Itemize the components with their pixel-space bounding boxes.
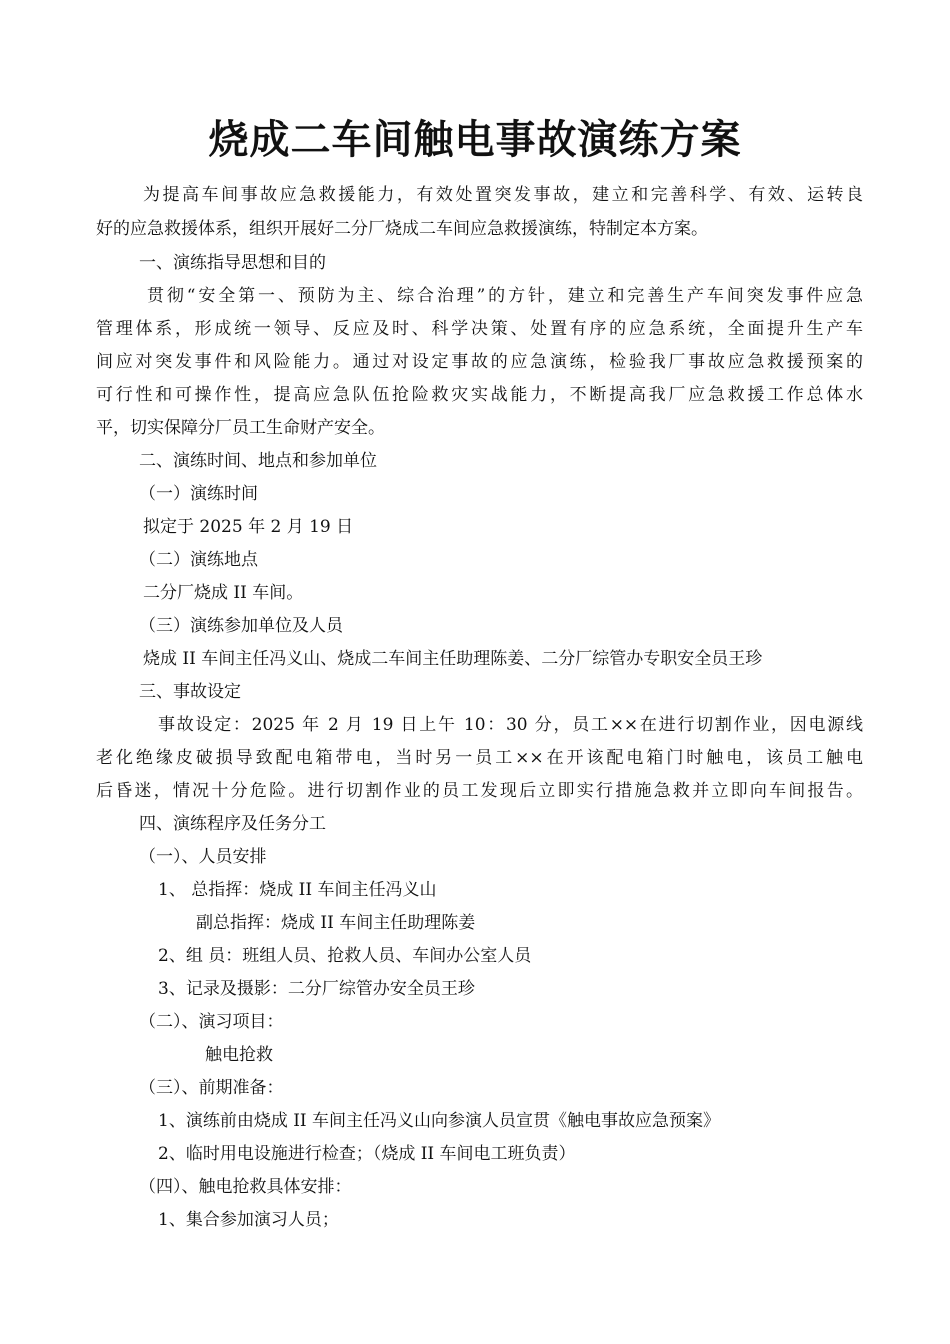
paragraph-line: 可行性和可操作性，提高应急队伍抢险救灾实战能力，不断提高我厂应急救援工作总体水	[96, 385, 863, 405]
paragraph-line: 拟定于 2025 年 2 月 19 日	[143, 517, 354, 537]
paragraph-line: 二分厂烧成 II 车间。	[143, 583, 304, 603]
subsection-heading: （一）、人员安排	[139, 847, 267, 867]
section-heading: 四、演练程序及任务分工	[139, 814, 326, 834]
list-item: 1、演练前由烧成 II 车间主任冯义山向参演人员宣贯《触电事故应急预案》	[158, 1111, 721, 1131]
paragraph-line: 烧成 II 车间主任冯义山、烧成二车间主任助理陈姜、二分厂综管办专职安全员王珍	[143, 649, 763, 669]
subsection-heading: （三）、前期准备：	[139, 1078, 284, 1098]
paragraph-line: 管理体系，形成统一领导、反应及时、科学决策、处置有序的应急系统，全面提升生产车	[96, 319, 863, 339]
paragraph-line: 老化绝缘皮破损导致配电箱带电，当时另一员工××在开该配电箱门时触电，该员工触电	[96, 748, 863, 768]
paragraph-line: 后昏迷，情况十分危险。进行切割作业的员工发现后立即实行措施急救并立即向车间报告。	[96, 781, 863, 801]
list-item: 副总指挥：烧成 II 车间主任助理陈姜	[196, 913, 476, 933]
paragraph-line: 平，切实保障分厂员工生命财产安全。	[96, 418, 385, 438]
paragraph-line: 间应对突发事件和风险能力。通过对设定事故的应急演练，检验我厂事故应急救援预案的	[96, 352, 863, 372]
paragraph-line: 为提高车间事故应急救援能力，有效处置突发事故，建立和完善科学、有效、运转良	[143, 185, 863, 205]
list-item: 2、临时用电设施进行检查；（烧成 II 车间电工班负责）	[158, 1144, 576, 1164]
paragraph-line: 贯彻“安全第一、预防为主、综合治理”的方针，建立和完善生产车间突发事件应急	[147, 286, 863, 306]
subsection-heading: （二）演练地点	[139, 550, 258, 570]
section-heading: 二、演练时间、地点和参加单位	[139, 451, 377, 471]
list-item: 1、集合参加演习人员；	[158, 1210, 339, 1230]
list-item: 触电抢救	[205, 1045, 273, 1065]
paragraph-line: 好的应急救援体系，组织开展好二分厂烧成二车间应急救援演练，特制定本方案。	[96, 219, 708, 239]
subsection-heading: （二）、演习项目：	[139, 1012, 284, 1032]
subsection-heading: （四）、触电抢救具体安排：	[139, 1177, 352, 1197]
section-heading: 三、事故设定	[139, 682, 241, 702]
list-item: 3、记录及摄影：二分厂综管办安全员王珍	[158, 979, 475, 999]
document-title: 烧成二车间触电事故演练方案	[208, 117, 742, 163]
paragraph-line: 事故设定：2025 年 2 月 19 日上午 10：30 分，员工××在进行切割作业，因电源线	[158, 715, 863, 735]
subsection-heading: （三）演练参加单位及人员	[139, 616, 343, 636]
section-heading: 一、演练指导思想和目的	[139, 253, 326, 273]
list-item: 1、 总指挥：烧成 II 车间主任冯义山	[158, 880, 437, 900]
subsection-heading: （一）演练时间	[139, 484, 258, 504]
list-item: 2、组 员：班组人员、抢救人员、车间办公室人员	[158, 946, 532, 966]
